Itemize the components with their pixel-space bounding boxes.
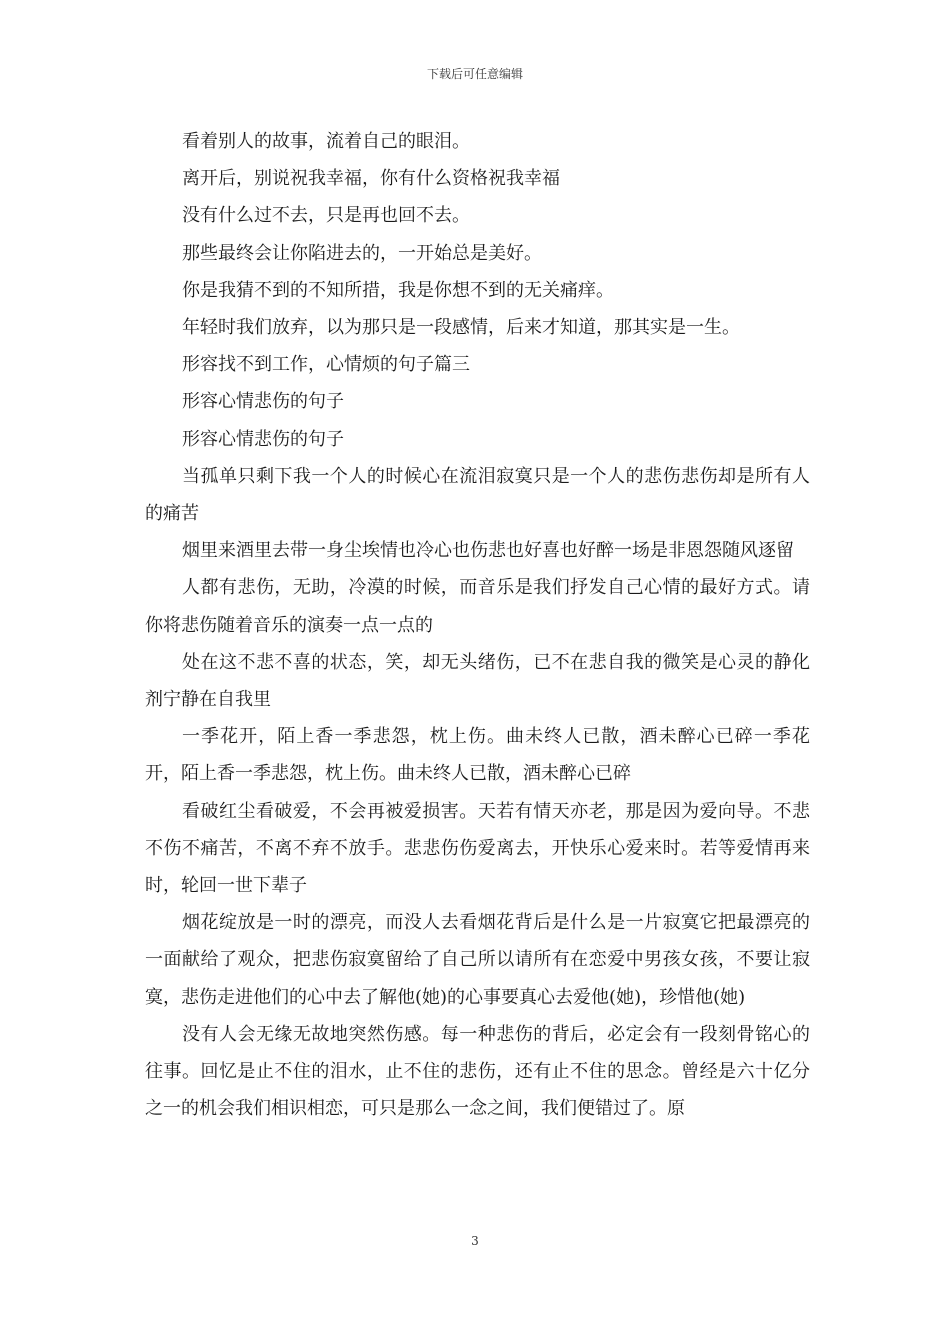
paragraph: 离开后，别说祝我幸福，你有什么资格祝我幸福: [182, 168, 560, 190]
paragraph: 年轻时我们放弃，以为那只是一段感情，后来才知道，那其实是一生。: [182, 317, 740, 339]
paragraph: 人都有悲伤，无助，冷漠的时候，而音乐是我们抒发自己心情的最好方式。请你将悲伤随着音乐的演奏一点一点的: [145, 577, 810, 636]
paragraph: 那些最终会让你陷进去的，一开始总是美好。: [182, 242, 542, 264]
paragraph: 没有人会无缘无故地突然伤感。每一种悲伤的背后，必定会有一段刻骨铭心的往事。回忆是止不住的泪水，止不住的悲伤，还有止不住的思念。曾经是六十亿分之一的机会我们相识相恋，可只是那么一念之间，我们便错过了。原: [145, 1023, 810, 1120]
paragraph: 处在这不悲不喜的状态，笑，却无头绪伤，已不在悲自我的微笑是心灵的静化剂宁静在自我里: [145, 651, 810, 711]
paragraph: 没有什么过不去，只是再也回不去。: [182, 205, 470, 227]
paragraph: 看破红尘看破爱，不会再被爱损害。天若有情天亦老，那是因为爱向导。不悲不伤不痛苦，不离不弃不放手。悲悲伤伤爱离去，开快乐心爱来时。若等爱情再来时，轮回一世下辈子: [145, 800, 810, 897]
page-number: 3: [471, 1234, 479, 1248]
paragraph: 看着别人的故事，流着自己的眼泪。: [182, 131, 470, 152]
paragraph: 形容心情悲伤的句子: [182, 391, 344, 413]
page-header: 下载后可任意编辑: [426, 67, 523, 81]
paragraph: 一季花开，陌上香一季悲怨，枕上伤。曲未终人已散，酒未醉心已碎一季花开，陌上香一季悲怨，枕上伤。曲未终人已散，酒未醉心已碎: [145, 726, 810, 785]
paragraph: 烟花绽放是一时的漂亮，而没人去看烟花背后是什么是一片寂寞它把最漂亮的一面献给了观众，把悲伤寂寞留给了自己所以请所有在恋爱中男孩女孩，不要让寂寞，悲伤走进他们的心中去了解他(她)的心事要真心去爱他(她)，珍惜他(她): [145, 912, 810, 1008]
paragraph: 形容心情悲伤的句子: [182, 428, 344, 450]
document-body: [145, 123, 810, 1127]
paragraph: 当孤单只剩下我一个人的时候心在流泪寂寞只是一个人的悲伤悲伤却是所有人的痛苦: [145, 465, 810, 525]
paragraph: 形容找不到工作，心情烦的句子篇三: [182, 354, 470, 376]
paragraph: 你是我猜不到的不知所措，我是你想不到的无关痛痒。: [182, 279, 614, 301]
paragraph: 烟里来酒里去带一身尘埃情也冷心也伤悲也好喜也好醉一场是非恩怨随风逐留: [182, 540, 794, 562]
